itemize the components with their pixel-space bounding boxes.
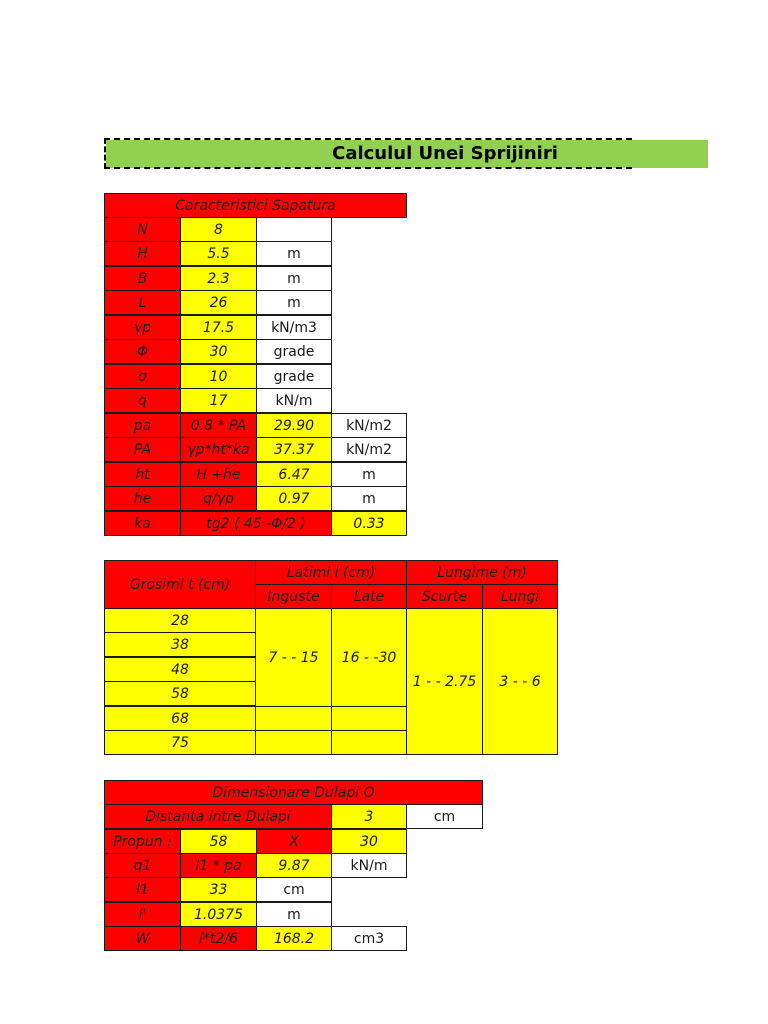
scurte-range: 1 - - 2.75: [406, 608, 483, 755]
w-unit: cm3: [331, 926, 407, 951]
sapatura-unit-phi: grade: [256, 339, 332, 364]
lprime-value: 1.0375: [180, 902, 257, 927]
sapatura-unit-n: [256, 217, 332, 242]
grosime-value-75: 75: [104, 730, 256, 755]
w-formula: l*t2/6: [180, 926, 257, 951]
late-empty-75: [331, 730, 407, 755]
calc-value-ka: 0.33: [331, 511, 407, 536]
latimi-header: Latimi l (cm): [255, 560, 407, 585]
scurte-header: Scurte: [406, 584, 483, 609]
sapatura-label-b: B: [104, 266, 181, 291]
q1-unit: kN/m: [331, 853, 407, 878]
calc-value-pa: 29.90: [256, 413, 332, 438]
grosime-value-48: 48: [104, 657, 256, 682]
grosimi-header: Grosimi t (cm): [104, 560, 256, 609]
inguste-empty-68: [255, 706, 332, 731]
sapatura-value-b[interactable]: 2.3: [180, 266, 257, 291]
grosime-value-68: 68: [104, 706, 256, 731]
sapatura-value-gamma[interactable]: 17.5: [180, 315, 257, 340]
sapatura-value-q[interactable]: 17: [180, 388, 257, 413]
sapatura-unit-sigma: grade: [256, 364, 332, 389]
calc-formula-ka: tg2 ( 45 -Φ/2 ): [180, 511, 332, 536]
propun-value[interactable]: 58: [180, 829, 257, 854]
sapatura-unit-q: kN/m: [256, 388, 332, 413]
x-value[interactable]: 30: [331, 829, 407, 854]
calc-unit-he: m: [331, 486, 407, 511]
l1-label: l1: [104, 877, 181, 902]
calc-unit-pa: kN/m2: [331, 413, 407, 438]
page-title: Calculul Unei Sprijiniri: [332, 143, 558, 164]
calc-label-ka: ka: [104, 511, 181, 536]
calc-value-PA: 37.37: [256, 437, 332, 462]
sapatura-label-gamma: γp: [104, 315, 181, 340]
dulapi-header: Dimensionare Dulapi O: [104, 780, 483, 805]
w-value: 168.2: [256, 926, 332, 951]
lprime-unit: m: [256, 902, 332, 927]
late-empty-68: [331, 706, 407, 731]
lungi-header: Lungi: [482, 584, 558, 609]
calc-value-he: 0.97: [256, 486, 332, 511]
distanta-label: Distanta intre Dulapi: [104, 804, 332, 829]
sapatura-value-n[interactable]: 8: [180, 217, 257, 242]
calc-formula-he: q/γp: [180, 486, 257, 511]
grosime-value-58: 58: [104, 681, 256, 706]
sapatura-value-l[interactable]: 26: [180, 290, 257, 315]
sapatura-unit-l: m: [256, 290, 332, 315]
sapatura-label-q: q: [104, 388, 181, 413]
sapatura-label-h: H: [104, 241, 181, 266]
sapatura-label-phi: Φ: [104, 339, 181, 364]
calc-unit-PA: kN/m2: [331, 437, 407, 462]
sapatura-label-sigma: σ: [104, 364, 181, 389]
sapatura-label-n: N: [104, 217, 181, 242]
calc-label-PA: PA: [104, 437, 181, 462]
late-range: 16 - -30: [331, 608, 407, 707]
sapatura-header: Caracteristici Sapatura: [104, 193, 407, 218]
distanta-value[interactable]: 3: [331, 804, 407, 829]
distanta-unit: cm: [406, 804, 483, 829]
l1-unit: cm: [256, 877, 332, 902]
calc-label-ht: ht: [104, 462, 181, 487]
q1-label: q1: [104, 853, 181, 878]
sapatura-value-h[interactable]: 5.5: [180, 241, 257, 266]
lungi-range: 3 - - 6: [482, 608, 558, 755]
calc-formula-ht: H +he: [180, 462, 257, 487]
grosime-value-28: 28: [104, 608, 256, 633]
sapatura-unit-gamma: kN/m3: [256, 315, 332, 340]
w-label: W: [104, 926, 181, 951]
late-header: Late: [331, 584, 407, 609]
l1-value: 33: [180, 877, 257, 902]
sapatura-unit-h: m: [256, 241, 332, 266]
calc-formula-pa: 0.8 * PA: [180, 413, 257, 438]
inguste-empty-75: [255, 730, 332, 755]
lungime-header: Lungime (m): [406, 560, 558, 585]
q1-formula: l1 * pa: [180, 853, 257, 878]
sapatura-unit-b: m: [256, 266, 332, 291]
calc-label-pa: pa: [104, 413, 181, 438]
inguste-range: 7 - - 15: [255, 608, 332, 707]
sapatura-value-sigma[interactable]: 10: [180, 364, 257, 389]
grosime-value-38: 38: [104, 632, 256, 657]
q1-value: 9.87: [256, 853, 332, 878]
calc-unit-ht: m: [331, 462, 407, 487]
calc-label-he: he: [104, 486, 181, 511]
sapatura-value-phi[interactable]: 30: [180, 339, 257, 364]
sapatura-label-l: L: [104, 290, 181, 315]
lprime-label: l': [104, 902, 181, 927]
propun-label: Propun :: [104, 829, 181, 854]
inguste-header: Inguste: [255, 584, 332, 609]
calc-formula-PA: γp*ht*ka: [180, 437, 257, 462]
x-label: X: [256, 829, 332, 854]
calc-value-ht: 6.47: [256, 462, 332, 487]
